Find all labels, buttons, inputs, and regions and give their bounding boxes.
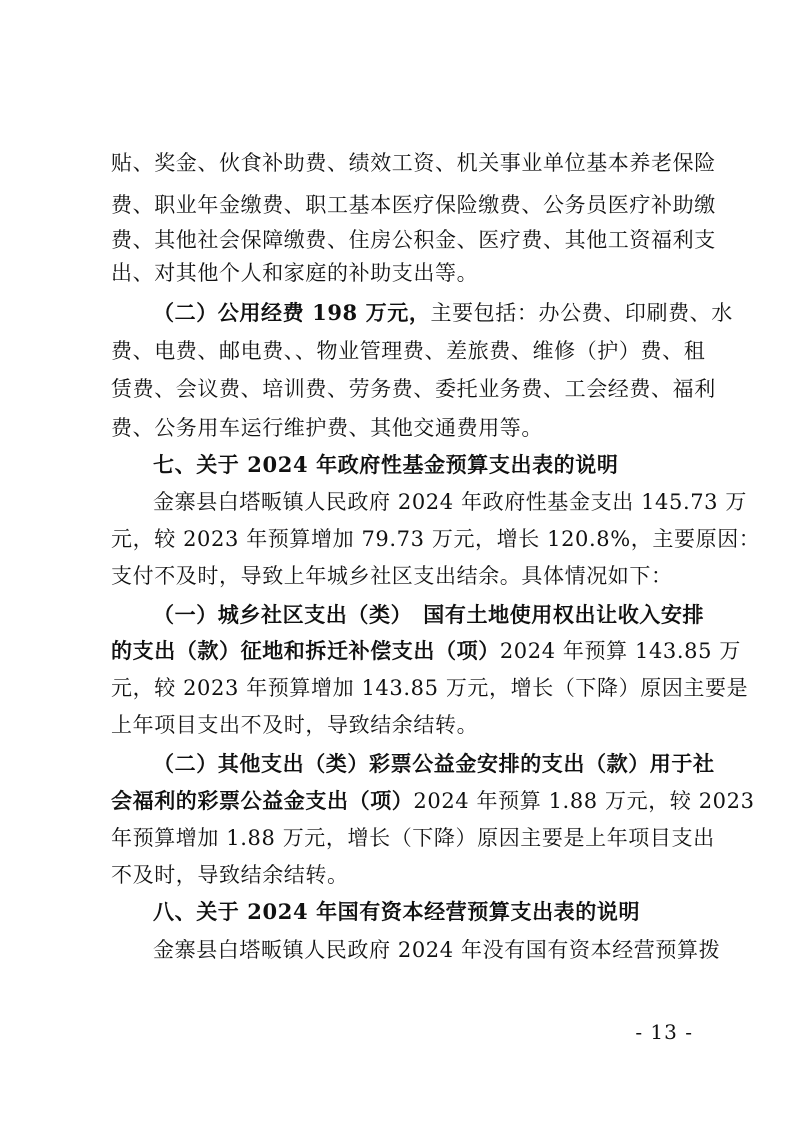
text-segment: 主要包括：办公费、印刷费、水 xyxy=(430,301,733,325)
body-text-line xyxy=(111,148,716,178)
page-number: - 13 - xyxy=(635,1020,693,1044)
body-text-line xyxy=(111,524,761,554)
section-heading-7 xyxy=(153,450,691,480)
body-text-line xyxy=(111,823,715,853)
bold-heading-segment: 会福利的彩票公益金支出（项） xyxy=(111,788,414,813)
body-text-line xyxy=(111,336,706,366)
text-segment: 七、关于 2024 年政府性基金预算支出表的说明 xyxy=(153,452,619,477)
body-text-line xyxy=(111,225,716,255)
body-text-line xyxy=(111,258,691,288)
body-text-line xyxy=(111,673,749,703)
body-text-line xyxy=(111,190,716,220)
text-segment: 2024 年预算 1.88 万元，较 2023 xyxy=(413,789,755,813)
text-segment: 支付不及时，导致上年城乡社区支出结余。具体情况如下： xyxy=(111,564,673,588)
body-text-line xyxy=(111,374,716,404)
subsection-heading-line xyxy=(153,600,705,630)
text-segment: 费、其他社会保障缴费、住房公积金、医疗费、其他工资福利支 xyxy=(111,228,716,252)
text-segment: 不及时，导致结余结转。 xyxy=(111,863,349,887)
text-segment: 金寨县白塔畈镇人民政府 2024 年没有国有资本经营预算拨 xyxy=(153,938,721,962)
section-heading-8 xyxy=(153,897,691,927)
body-text-line xyxy=(111,786,755,816)
text-segment: 元，较 2023 年预算增加 143.85 万元，增长（下降）原因主要是 xyxy=(111,676,749,700)
text-segment: 金寨县白塔畈镇人民政府 2024 年政府性基金支出 145.73 万 xyxy=(153,490,748,514)
subsection-heading-line xyxy=(153,749,715,779)
text-segment: 贴、奖金、伙食补助费、绩效工资、机关事业单位基本养老保险 xyxy=(111,151,716,175)
body-text-line xyxy=(111,636,741,666)
body-text-line xyxy=(111,710,691,740)
body-text-line xyxy=(153,935,721,965)
body-text-line xyxy=(111,413,691,443)
text-segment: 费、公务用车运行维护费、其他交通费用等。 xyxy=(111,416,543,440)
bold-heading-segment: 的支出（款）征地和拆迁补偿支出（项） xyxy=(111,638,500,663)
body-text-line xyxy=(111,561,691,591)
text-segment: 元，较 2023 年预算增加 79.73 万元，增长 120.8%，主要原因： xyxy=(111,527,761,551)
text-segment: （一）城乡社区支出（类） 国有土地使用权出让收入安排 xyxy=(153,602,705,627)
text-segment: 费、电费、邮电费、、物业管理费、差旅费、维修（护）费、租 xyxy=(111,339,706,363)
text-segment: （二）其他支出（类）彩票公益金安排的支出（款）用于社 xyxy=(153,751,715,776)
section-heading-line xyxy=(153,298,733,328)
body-text-line xyxy=(111,860,691,890)
text-segment: 出、对其他个人和家庭的补助支出等。 xyxy=(111,261,479,285)
text-segment: 费、职业年金缴费、职工基本医疗保险缴费、公务员医疗补助缴 xyxy=(111,193,716,217)
text-segment: 年预算增加 1.88 万元，增长（下降）原因主要是上年项目支出 xyxy=(111,826,715,850)
text-segment: 上年项目支出不及时，导致结余结转。 xyxy=(111,713,479,737)
bold-heading-segment: （二）公用经费 198 万元， xyxy=(153,300,431,325)
text-segment: 2024 年预算 143.85 万 xyxy=(499,639,741,663)
text-segment: 八、关于 2024 年国有资本经营预算支出表的说明 xyxy=(153,899,641,924)
text-segment: 赁费、会议费、培训费、劳务费、委托业务费、工会经费、福利 xyxy=(111,377,716,401)
body-text-line xyxy=(153,487,748,517)
